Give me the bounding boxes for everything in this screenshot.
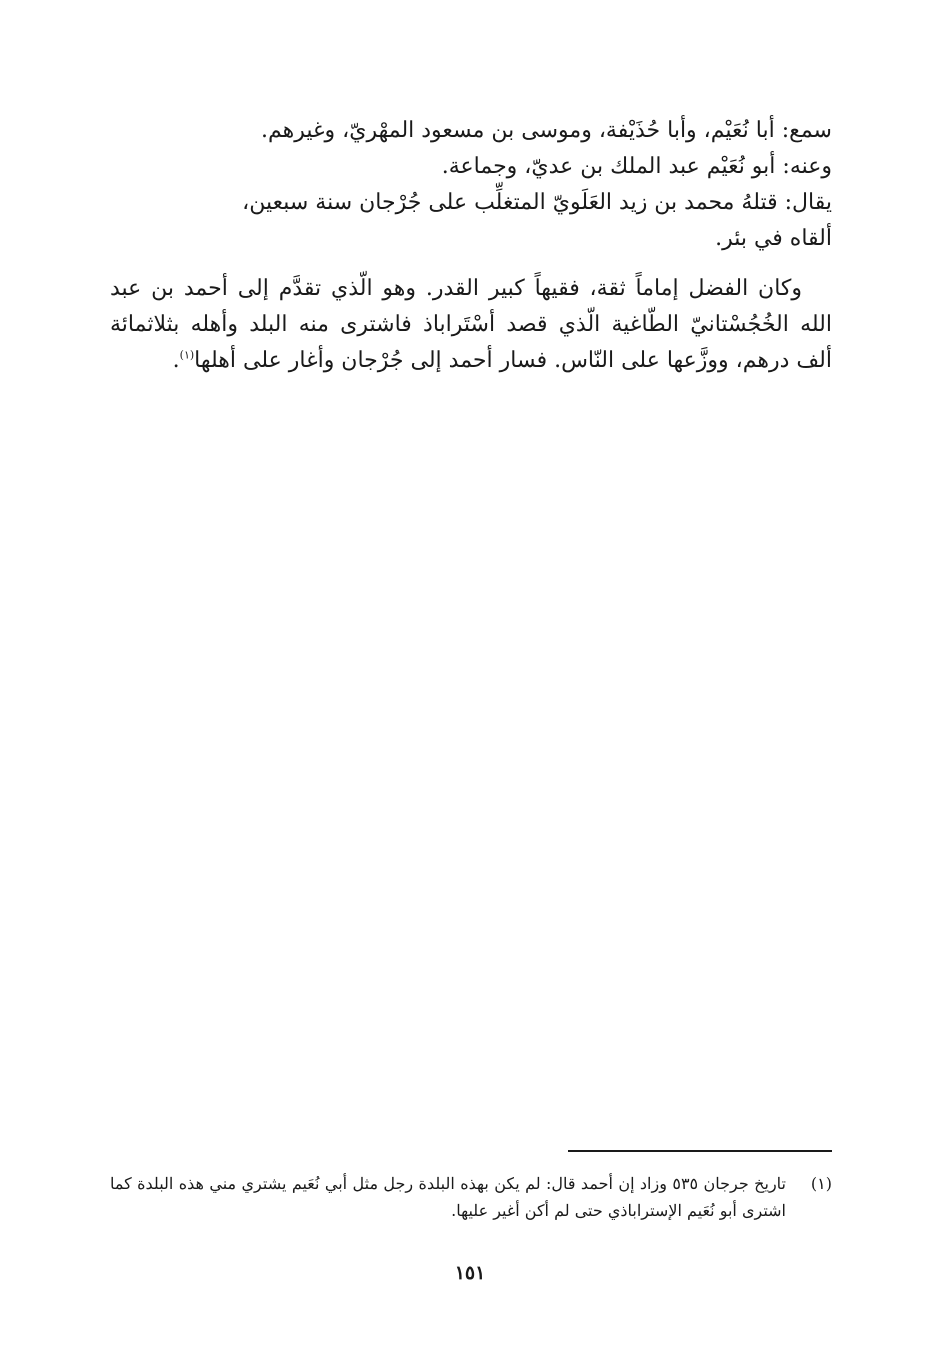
heard-from-line: سمع: أبا نُعَيْم، وأبا حُذَيْفة، وموسى بن مسعود المهْريّ، وغيرهم. (260, 118, 832, 143)
narrated-from-him-line: وعنه: أبو نُعَيْم عبد الملك بن عديّ، وجماعة. (441, 154, 832, 179)
biography-paragraph (110, 271, 832, 379)
footnote-row (110, 1170, 832, 1224)
paragraph-end-punctuation: . (172, 348, 180, 373)
footnote-text: تاريخ جرجان ٥٣٥ وزاد إن أحمد قال: لم يكن بهذه البلدة رجل مثل أبي نُعَيم يشتري مني هذه البلدة كما اشترى أبو نُعَيم الإستراباذي حتى لم أكن أغير عليها. (110, 1174, 786, 1220)
thrown-in-well-line: ألقاه في بئر. (715, 226, 832, 251)
footnote-separator-rule (568, 1150, 832, 1152)
footnote-number: (١) (810, 1174, 832, 1193)
main-text-block (110, 113, 832, 379)
killed-by-line: يقال: قتلهُ محمد بن زيد العَلَويّ المتغلِّب على جُرْجان سنة سبعين، (242, 190, 832, 215)
page-number: ١٥١ (454, 1262, 486, 1284)
biography-paragraph-text: وكان الفضل إماماً ثقة، فقيهاً كبير القدر. وهو الّذي تقدَّم إلى أحمد بن عبد الله الخُجُسْتانيّ الطّاغية الّذي قصد أسْتَراباذ فاشترى منه البلد وأهله بثلاثمائة ألف درهم، ووزَّعها على النّاس. فسار أحمد إلى جُرْجان وأغار على أهلها (110, 276, 832, 373)
footnote-block (110, 1170, 832, 1224)
footnote-reference-marker: (١) (179, 348, 195, 362)
